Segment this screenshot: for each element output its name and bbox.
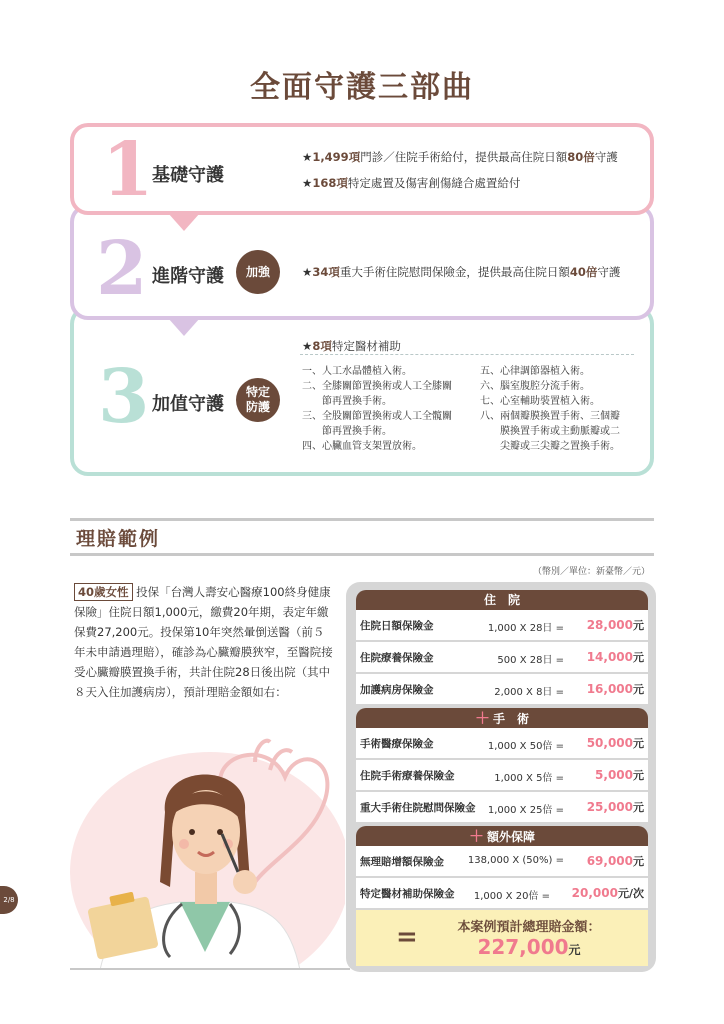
equals-icon: = (396, 922, 418, 952)
section-divider (70, 518, 654, 521)
section-title: 理賠範例 (76, 528, 161, 550)
case-description (74, 582, 334, 702)
doctor-illustration (70, 722, 345, 970)
total-label: 本案例預計總理賠金額： (457, 920, 601, 935)
bottom-divider (70, 968, 350, 970)
claim-row: 重大手術住院慰問保險金 1,000 X 25倍 = 25,000元 (356, 792, 648, 822)
down-arrow-icon (168, 213, 200, 231)
claim-row: 住院療養保險金 500 X 28日 = 14,000元 (356, 642, 648, 672)
plus-icon: ＋ (468, 827, 484, 845)
claim-row: 無理賠增額保險金 138,000 X (50%) = 69,000元 (356, 846, 648, 876)
claim-row: 特定醫材補助保險金 1,000 X 20倍 = 20,000元/次 (356, 878, 648, 908)
case-text: 投保「台灣人壽安心醫療100終身健康保險」住院日額1,000元，繳費20年期，表定年繳保費27,200元。投保第10年突然暈倒送醫（前５年未申請過理賠），確診為心臟瓣膜狹窄，至醫院接受心臟瓣膜置換手術，共計住院28日後出院（其中８天入住加護病房），預計理賠金額如右： (74, 585, 333, 699)
tier-name: 加值守護 (152, 394, 224, 415)
section-header-hospital: 住 院 (356, 590, 648, 610)
tier-number: 3 (98, 354, 150, 440)
tier-name: 基礎守護 (152, 165, 224, 186)
claim-row: 住院手術療養保險金 1,000 X 5倍 = 5,000元 (356, 760, 648, 790)
down-arrow-icon (168, 318, 200, 336)
special-protection-badge: 特定 防護 (236, 378, 280, 422)
page-indicator: 2/8 (0, 886, 18, 914)
enhanced-badge: 加強 (236, 250, 280, 294)
total-amount: 227,000元 (477, 935, 581, 959)
tier-number: 2 (96, 226, 148, 312)
tier-line: ★34項重大手術住院慰問保險金，提供最高住院日額40倍守護 (302, 265, 621, 279)
device-list-left: 一、人工水晶體植入術。 二、全膝關節置換術或人工全膝關 節再置換手術。 三、全股關節置換術或人工全髖關 節再置換手術。 四、心臟血管支架置放術。 (302, 366, 452, 452)
tier-line: ★8項特定醫材補助 (302, 339, 401, 353)
section-divider (70, 553, 654, 556)
tier-line: ★168項特定處置及傷害創傷縫合處置給付 (302, 176, 521, 190)
tier-1-box (70, 123, 654, 215)
divider (300, 354, 634, 355)
tier-name: 進階守護 (152, 266, 224, 287)
unit-note: （幣別／單位：新臺幣／元） (532, 567, 650, 577)
case-tag: 40歲女性 (74, 583, 133, 601)
total-claim-box (356, 910, 648, 966)
section-header-extra: ＋ 額外保障 (356, 826, 648, 846)
tier-3-box (70, 306, 654, 476)
tier-number: 1 (102, 127, 154, 213)
device-list-right: 五、心律調節器植入術。 六、腦室腹腔分流手術。 七、心室輔助裝置植入術。 八、兩個瓣膜換置手術、三個瓣 膜換置手術或主動脈瓣或二 尖瓣或三尖瓣之置換手術。 (480, 366, 620, 452)
claim-row: 手術醫療保險金 1,000 X 50倍 = 50,000元 (356, 728, 648, 758)
plus-icon: ＋ (474, 709, 490, 727)
page-title: 全面守護三部曲 (250, 70, 474, 105)
tier-line: ★1,499項門診／住院手術給付，提供最高住院日額80倍守護 (302, 150, 618, 164)
section-header-surgery: ＋ 手 術 (356, 708, 648, 728)
claim-row: 住院日額保險金 1,000 X 28日 = 28,000元 (356, 610, 648, 640)
tier-2-box (70, 204, 654, 320)
claim-row: 加護病房保險金 2,000 X 8日 = 16,000元 (356, 674, 648, 704)
